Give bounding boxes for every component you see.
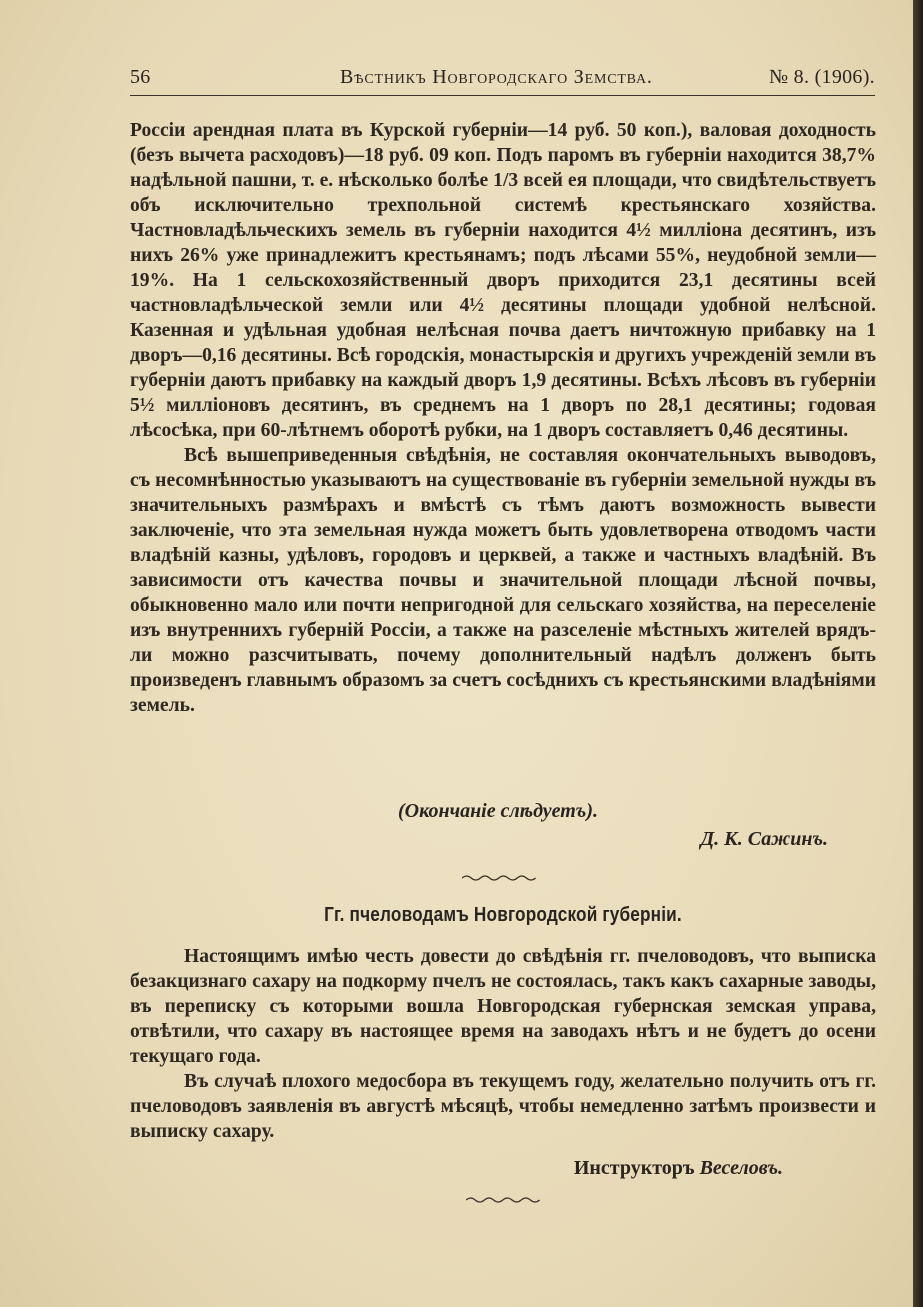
wavy-divider <box>466 1196 540 1204</box>
page-number: 56 <box>130 66 151 88</box>
wavy-divider <box>462 874 536 882</box>
article-body <box>130 118 876 718</box>
notice-body <box>130 944 876 1144</box>
signature-name: Веселовъ. <box>699 1157 783 1179</box>
section-heading: Гг. пчеловодамъ Новгородской губерніи. <box>324 904 682 926</box>
page-edge-shadow <box>913 0 923 1307</box>
running-header <box>130 62 875 92</box>
paragraph: Всѣ вышеприведенныя свѣдѣнія, не составляя окончательныхъ выводовъ, съ несомнѣнностью указываютъ на существованіе въ губерніи земельной нужды въ значительныхъ размѣрахъ и вмѣстѣ съ тѣмъ даютъ возможность вывести заключеніе, что эта земельная нужда можетъ быть удовлетворена отводомъ части владѣній казны, удѣловъ, городовъ и церквей, а также и частныхъ владѣній. Въ зависимости отъ качества почвы и значительной площади лѣсной почвы, обыкновенно мало или почти непригодной для сельскаго хозяйства, на переселеніе изъ внутреннихъ губерній Россіи, а также на разселеніе мѣстныхъ жителей врядъ-ли можно разсчитывать, почему дополнительный надѣлъ долженъ быть произведенъ главнымъ образомъ за счетъ сосѣднихъ съ крестьянскими владѣніями земель. <box>130 445 876 716</box>
paragraph: Настоящимъ имѣю честь довести до свѣдѣнія гг. пчеловодовъ, что выписка безакцизнаго сахару на подкорму пчелъ не состоялась, такъ какъ сахарные заводы, въ переписку съ которыми вошла Новгородская губернская земская управа, отвѣтили, что сахару въ настоящее время на заводахъ нѣтъ и не будетъ до осени текущаго года. <box>130 946 876 1067</box>
signature-role: Инструкторъ <box>573 1157 695 1179</box>
header-rule <box>130 95 875 96</box>
continuation-note: (Окончаніе слѣдуетъ). <box>398 800 598 822</box>
instructor-signature <box>574 1157 783 1180</box>
paragraph: Въ случаѣ плохого медосбора въ текущемъ году, желательно получить отъ гг. пчеловодовъ заявленія въ августѣ мѣсяцѣ, чтобы немедленно затѣмъ произвести и выписку сахару. <box>130 1071 876 1142</box>
author-signature: Д. К. Сажинъ. <box>700 828 828 850</box>
issue-number: № 8. (1906). <box>768 66 875 88</box>
paragraph: Россіи арендная плата въ Курской губерніи—14 руб. 50 коп.), валовая доходность (безъ вычета расходовъ)—18 руб. 09 коп. Подъ паромъ въ губерніи находится 38,7% надѣльной пашни, т. е. нѣсколько болѣе 1/3 всей ея площади, что свидѣтельствуетъ объ исключительно трехпольной системѣ крестьянскаго хозяйства. Частновладѣльческихъ земель въ губерніи находится 4½ милліона десятинъ, изъ нихъ 26% уже принадлежитъ крестьянамъ; подъ лѣсами 55%, неудобной земли—19%. На 1 сельскохозяйственный дворъ приходится 23,1 десятины всей частновладѣльческой земли или 4½ десятины площади удобной нелѣсной. Казенная и удѣльная удобная нелѣсная почва даетъ ничтожную прибавку на 1 дворъ—0,16 десятины. Всѣ городскія, монастырскія и другихъ учрежденій земли въ губерніи даютъ прибавку на каждый дворъ 1,9 десятины. Всѣхъ лѣсовъ въ губерніи 5½ милліоновъ десятинъ, въ среднемъ на 1 дворъ по 28,1 десятины; годовая лѣсосѣка, при 60-лѣтнемъ оборотѣ рубки, на 1 дворъ составляетъ 0,46 десятины. <box>130 120 876 441</box>
journal-title: Вѣстникъ Новгородскаго Земства. <box>340 66 653 88</box>
